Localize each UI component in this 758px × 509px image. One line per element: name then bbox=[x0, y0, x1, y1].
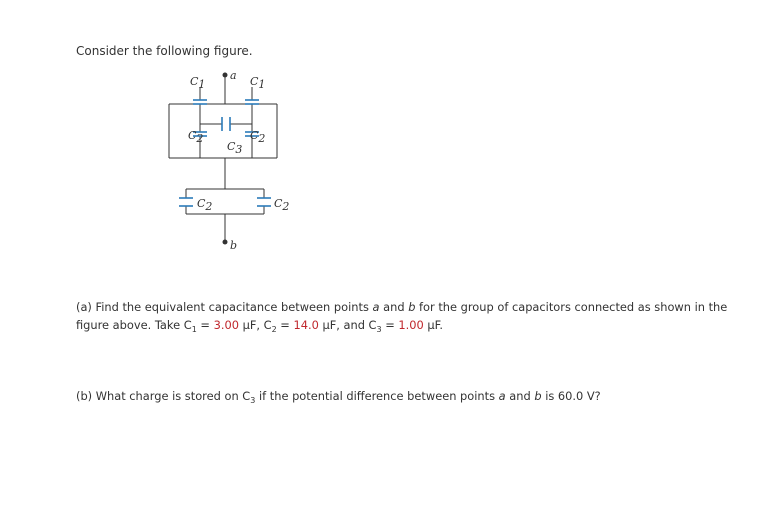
circuit-diagram bbox=[150, 62, 300, 262]
circuit-wires bbox=[169, 75, 277, 242]
terminal-b bbox=[223, 240, 228, 245]
label-c2-lower-right: C2 bbox=[274, 197, 290, 213]
intro-text: Consider the following figure. bbox=[76, 44, 253, 58]
label-point-b: b bbox=[230, 239, 238, 252]
value-c3: 1.00 bbox=[398, 318, 424, 332]
question-part-b: (b) What charge is stored on $C_3$ if the potential difference between points a and b is 60.0 V? bbox=[76, 389, 601, 405]
terminal-a bbox=[223, 73, 228, 78]
label-c2-left-inner: C2 bbox=[188, 129, 204, 145]
value-c2: 14.0 bbox=[293, 318, 319, 332]
label-c1-right: C1 bbox=[250, 75, 266, 91]
question-part-a: (a) Find the equivalent capacitance between points a and b for the group of capacitors connected as shown in the figure above. Take $C_1 = 3.00$ µF, $C_2 = 14.0$ µF, and $C_3 = 1.00$ µF. bbox=[76, 300, 728, 334]
value-c1: 3.00 bbox=[213, 318, 239, 332]
circuit-figure bbox=[150, 62, 300, 266]
label-c3: C3 bbox=[227, 140, 243, 156]
capacitor-plates bbox=[179, 100, 271, 206]
label-point-a: a bbox=[230, 69, 237, 82]
label-c1-left: C1 bbox=[190, 75, 206, 91]
label-c2-lower-left: C2 bbox=[197, 197, 213, 213]
label-c2-right-inner: C2 bbox=[250, 129, 266, 145]
